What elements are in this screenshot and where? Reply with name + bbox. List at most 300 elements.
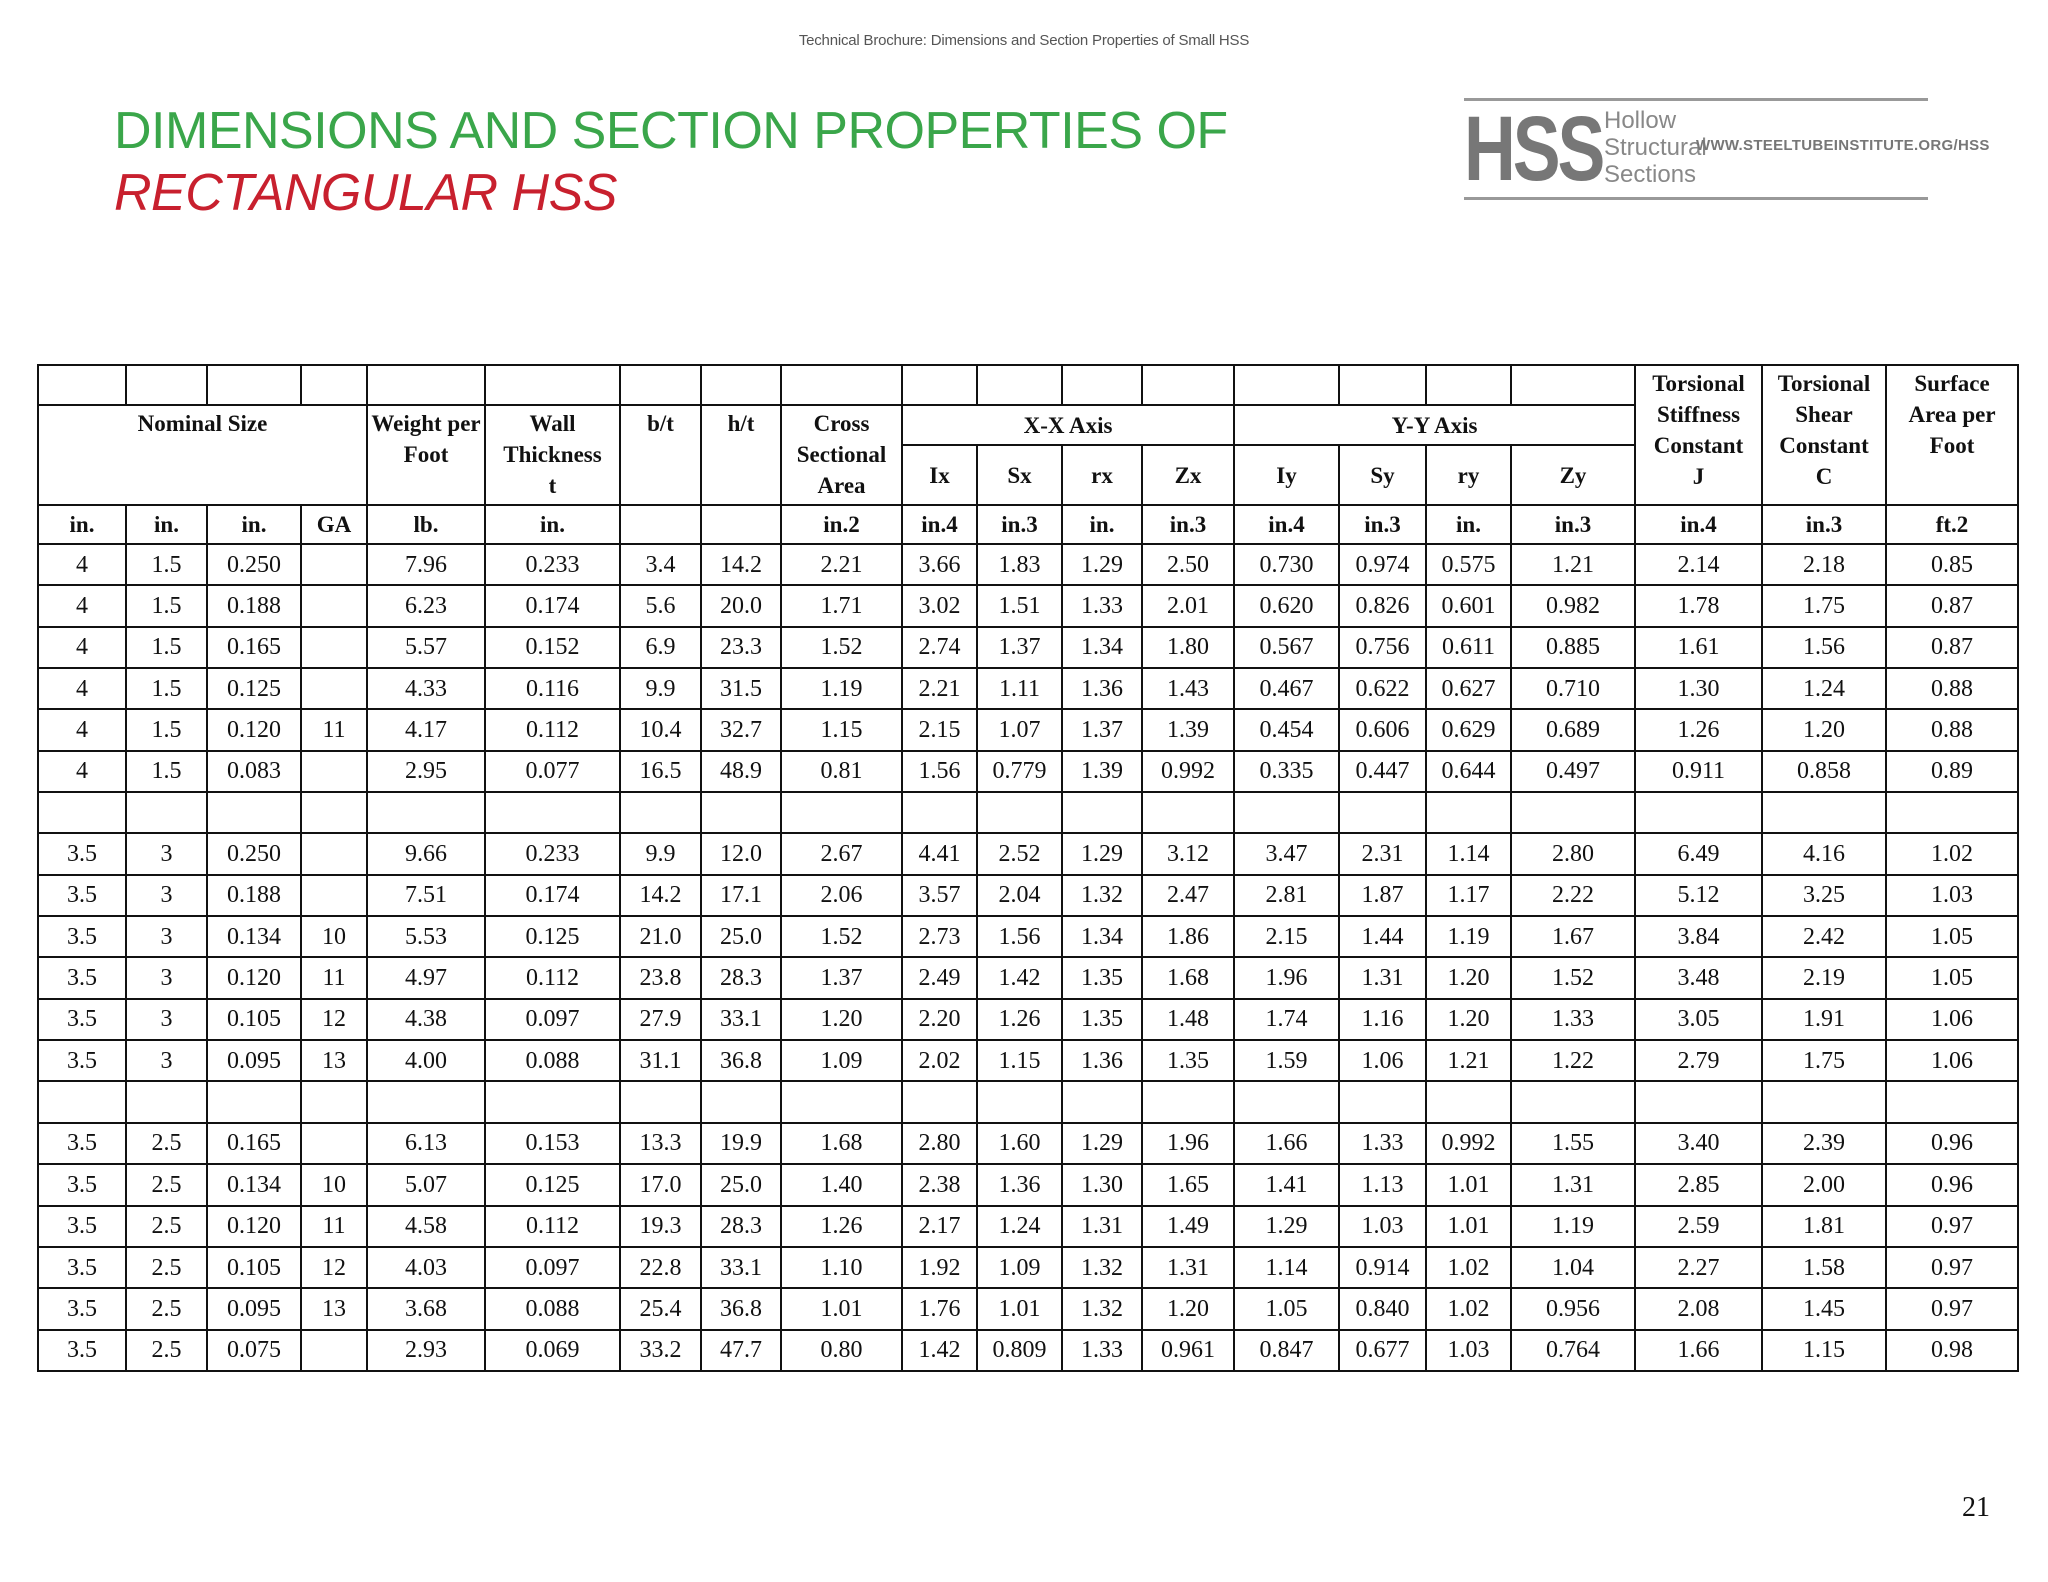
table-cell: 3.12	[1142, 833, 1234, 874]
table-cell: 1.02	[1426, 1247, 1511, 1288]
table-cell: 2.5	[126, 1288, 207, 1329]
unit-cell: in.4	[902, 505, 977, 544]
empty-cell	[781, 1081, 902, 1122]
unit-cell: in.3	[1762, 505, 1886, 544]
table-cell: 1.01	[1426, 1164, 1511, 1205]
table-cell: 28.3	[701, 957, 781, 998]
table-cell: 1.91	[1762, 999, 1886, 1040]
table-row	[38, 1247, 2018, 1288]
table-cell: 0.982	[1511, 585, 1635, 626]
table-cell: 1.20	[1426, 999, 1511, 1040]
table-cell: 1.36	[1062, 1040, 1142, 1081]
table-cell: 1.41	[1234, 1164, 1339, 1205]
unit-cell: in.	[1062, 505, 1142, 544]
table-cell: 1.66	[1234, 1123, 1339, 1164]
table-cell: 1.83	[977, 544, 1062, 585]
header-xx-axis: X-X Axis	[902, 405, 1234, 445]
table-cell: 1.29	[1062, 544, 1142, 585]
table-cell: 1.51	[977, 585, 1062, 626]
table-cell: 1.65	[1142, 1164, 1234, 1205]
table-cell: 48.9	[701, 751, 781, 792]
table-cell: 0.105	[207, 999, 301, 1040]
table-cell: 0.885	[1511, 627, 1635, 668]
table-cell: 0.112	[485, 957, 620, 998]
unit-cell: in.	[485, 505, 620, 544]
unit-cell: in.	[1426, 505, 1511, 544]
table-cell: 4	[38, 751, 126, 792]
table-cell: 0.112	[485, 709, 620, 750]
table-cell: 2.19	[1762, 957, 1886, 998]
table-cell: 1.21	[1426, 1040, 1511, 1081]
table-cell: 1.32	[1062, 875, 1142, 916]
table-cell: 13	[301, 1288, 367, 1329]
header-torsional-shear-symbol: C	[1815, 464, 1833, 489]
table-cell: 1.58	[1762, 1247, 1886, 1288]
table-cell: 1.56	[902, 751, 977, 792]
table-row	[38, 544, 2018, 585]
table-cell: 1.26	[1635, 709, 1762, 750]
table-cell	[301, 585, 367, 626]
table-cell: 1.33	[1511, 999, 1635, 1040]
empty-cell	[1142, 792, 1234, 833]
unit-cell: in.3	[977, 505, 1062, 544]
table-cell: 4.03	[367, 1247, 485, 1288]
table-cell: 1.19	[1426, 916, 1511, 957]
table-cell: 1.06	[1886, 999, 2018, 1040]
table-cell: 2.14	[1635, 544, 1762, 585]
table-cell: 2.31	[1339, 833, 1426, 874]
table-cell: 0.075	[207, 1330, 301, 1371]
header-torsional-shear: Torsional Shear Constant C	[1762, 365, 1886, 505]
table-cell: 1.5	[126, 585, 207, 626]
table-cell: 6.23	[367, 585, 485, 626]
table-cell: 1.81	[1762, 1206, 1886, 1247]
header-ix: Ix	[902, 445, 977, 505]
header-spacer-row	[38, 365, 2018, 405]
table-cell: 0.840	[1339, 1288, 1426, 1329]
table-cell: 3.47	[1234, 833, 1339, 874]
table-cell: 1.45	[1762, 1288, 1886, 1329]
table-cell: 1.20	[781, 999, 902, 1040]
table-cell: 1.06	[1886, 1040, 2018, 1081]
table-cell: 2.06	[781, 875, 902, 916]
table-cell: 6.13	[367, 1123, 485, 1164]
table-row	[38, 957, 2018, 998]
table-cell: 2.79	[1635, 1040, 1762, 1081]
table-cell: 1.19	[781, 668, 902, 709]
table-cell: 2.02	[902, 1040, 977, 1081]
table-cell: 3.02	[902, 585, 977, 626]
table-cell: 1.35	[1062, 957, 1142, 998]
table-cell: 0.447	[1339, 751, 1426, 792]
table-cell: 1.03	[1886, 875, 2018, 916]
table-cell: 2.95	[367, 751, 485, 792]
table-cell: 14.2	[620, 875, 701, 916]
table-cell: 1.42	[902, 1330, 977, 1371]
table-cell: 0.120	[207, 709, 301, 750]
table-cell: 3.5	[38, 875, 126, 916]
table-cell: 1.04	[1511, 1247, 1635, 1288]
table-cell: 19.9	[701, 1123, 781, 1164]
table-cell: 5.07	[367, 1164, 485, 1205]
table-cell: 17.1	[701, 875, 781, 916]
table-cell: 3	[126, 833, 207, 874]
table-cell: 2.20	[902, 999, 977, 1040]
table-cell: 33.2	[620, 1330, 701, 1371]
table-cell: 4.58	[367, 1206, 485, 1247]
table-cell: 1.36	[977, 1164, 1062, 1205]
header-sy: Sy	[1339, 445, 1426, 505]
table-cell: 2.15	[902, 709, 977, 750]
header-h-over-t: h/t	[701, 405, 781, 505]
table-cell: 33.1	[701, 999, 781, 1040]
table-cell: 0.809	[977, 1330, 1062, 1371]
table-cell: 2.49	[902, 957, 977, 998]
header-wall-thickness: Wall Thickness t	[485, 405, 620, 505]
header-rx: rx	[1062, 445, 1142, 505]
table-cell: 1.56	[977, 916, 1062, 957]
table-cell: 1.37	[1062, 709, 1142, 750]
table-cell: 5.12	[1635, 875, 1762, 916]
empty-cell	[38, 792, 126, 833]
table-cell: 2.5	[126, 1164, 207, 1205]
table-cell: 1.40	[781, 1164, 902, 1205]
table-cell: 0.105	[207, 1247, 301, 1288]
table-cell: 1.26	[977, 999, 1062, 1040]
empty-cell	[1511, 792, 1635, 833]
table-cell: 19.3	[620, 1206, 701, 1247]
title-line-2: RECTANGULAR HSS	[114, 164, 617, 222]
empty-cell	[1339, 1081, 1426, 1122]
table-cell: 1.06	[1339, 1040, 1426, 1081]
group-spacer-row	[38, 792, 2018, 833]
table-cell: 1.61	[1635, 627, 1762, 668]
unit-cell: in.4	[1635, 505, 1762, 544]
table-cell: 1.05	[1886, 916, 2018, 957]
table-cell: 1.17	[1426, 875, 1511, 916]
table-cell: 10	[301, 916, 367, 957]
empty-cell	[485, 792, 620, 833]
unit-cell: in.	[126, 505, 207, 544]
table-cell: 4	[38, 668, 126, 709]
table-cell: 25.0	[701, 1164, 781, 1205]
table-cell: 3	[126, 1040, 207, 1081]
table-cell: 2.73	[902, 916, 977, 957]
table-row	[38, 1288, 2018, 1329]
table-cell: 0.095	[207, 1288, 301, 1329]
table-cell: 1.34	[1062, 627, 1142, 668]
table-cell: 4	[38, 709, 126, 750]
table-cell: 1.32	[1062, 1288, 1142, 1329]
table-cell: 0.96	[1886, 1123, 2018, 1164]
empty-cell	[367, 792, 485, 833]
header-iy: Iy	[1234, 445, 1339, 505]
table-cell: 0.088	[485, 1288, 620, 1329]
table-cell: 0.911	[1635, 751, 1762, 792]
table-cell: 2.5	[126, 1123, 207, 1164]
table-cell: 28.3	[701, 1206, 781, 1247]
empty-cell	[207, 1081, 301, 1122]
table-cell: 1.49	[1142, 1206, 1234, 1247]
table-cell: 0.847	[1234, 1330, 1339, 1371]
table-cell: 0.125	[207, 668, 301, 709]
table-cell: 2.27	[1635, 1247, 1762, 1288]
table-cell: 36.8	[701, 1040, 781, 1081]
table-cell: 1.30	[1062, 1164, 1142, 1205]
table-cell: 23.3	[701, 627, 781, 668]
logo-word-hollow: Hollow	[1604, 107, 1677, 134]
table-cell: 0.87	[1886, 585, 2018, 626]
table-row	[38, 833, 2018, 874]
table-cell: 3.05	[1635, 999, 1762, 1040]
table-cell: 10	[301, 1164, 367, 1205]
table-cell: 5.57	[367, 627, 485, 668]
table-cell: 3.5	[38, 1288, 126, 1329]
title-line-1: DIMENSIONS AND SECTION PROPERTIES OF	[114, 102, 1228, 160]
empty-cell	[1762, 792, 1886, 833]
empty-cell	[1426, 1081, 1511, 1122]
table-cell: 25.0	[701, 916, 781, 957]
table-cell: 2.74	[902, 627, 977, 668]
table-cell: 1.15	[977, 1040, 1062, 1081]
table-cell: 1.37	[977, 627, 1062, 668]
table-cell: 1.29	[1062, 833, 1142, 874]
table-cell: 2.22	[1511, 875, 1635, 916]
table-row	[38, 709, 2018, 750]
table-cell: 1.33	[1339, 1123, 1426, 1164]
empty-cell	[977, 1081, 1062, 1122]
unit-cell	[701, 505, 781, 544]
table-cell: 1.30	[1635, 668, 1762, 709]
table-cell: 3.5	[38, 957, 126, 998]
table-cell: 1.71	[781, 585, 902, 626]
table-cell: 9.9	[620, 668, 701, 709]
table-cell: 1.14	[1234, 1247, 1339, 1288]
unit-cell	[620, 505, 701, 544]
units-row	[38, 505, 2018, 544]
table-cell: 13	[301, 1040, 367, 1081]
header-sx: Sx	[977, 445, 1062, 505]
table-cell: 0.914	[1339, 1247, 1426, 1288]
table-cell: 0.077	[485, 751, 620, 792]
table-cell: 12	[301, 1247, 367, 1288]
empty-cell	[1234, 792, 1339, 833]
table-cell: 0.454	[1234, 709, 1339, 750]
table-cell: 4	[38, 585, 126, 626]
table-row	[38, 1330, 2018, 1371]
table-cell: 13.3	[620, 1123, 701, 1164]
header-weight: Weight per Foot	[367, 405, 485, 505]
table-cell: 2.08	[1635, 1288, 1762, 1329]
empty-cell	[367, 1081, 485, 1122]
table-cell: 1.01	[977, 1288, 1062, 1329]
table-cell: 0.134	[207, 1164, 301, 1205]
table-cell: 1.96	[1234, 957, 1339, 998]
table-cell: 2.81	[1234, 875, 1339, 916]
empty-cell	[620, 792, 701, 833]
table-cell: 3	[126, 916, 207, 957]
table-cell: 2.59	[1635, 1206, 1762, 1247]
table-cell: 0.644	[1426, 751, 1511, 792]
table-cell: 2.85	[1635, 1164, 1762, 1205]
table-cell: 1.31	[1511, 1164, 1635, 1205]
table-row	[38, 627, 2018, 668]
table-cell: 0.125	[485, 1164, 620, 1205]
header-yy-axis: Y-Y Axis	[1234, 405, 1635, 445]
page-title	[114, 100, 1228, 224]
empty-cell	[207, 792, 301, 833]
table-cell: 2.5	[126, 1330, 207, 1371]
table-cell: 7.51	[367, 875, 485, 916]
table-cell: 0.335	[1234, 751, 1339, 792]
table-cell: 2.42	[1762, 916, 1886, 957]
table-cell: 0.567	[1234, 627, 1339, 668]
table-cell: 2.21	[902, 668, 977, 709]
table-cell: 1.56	[1762, 627, 1886, 668]
table-cell: 3.5	[38, 833, 126, 874]
table-cell: 0.756	[1339, 627, 1426, 668]
empty-cell	[620, 1081, 701, 1122]
table-cell: 3.5	[38, 1164, 126, 1205]
table-cell: 33.1	[701, 1247, 781, 1288]
table-cell: 1.48	[1142, 999, 1234, 1040]
unit-cell: in.3	[1339, 505, 1426, 544]
table-cell: 0.87	[1886, 627, 2018, 668]
empty-cell	[781, 792, 902, 833]
table-cell: 3	[126, 999, 207, 1040]
table-cell: 0.153	[485, 1123, 620, 1164]
table-cell: 0.174	[485, 875, 620, 916]
empty-cell	[1762, 1081, 1886, 1122]
table-cell: 1.22	[1511, 1040, 1635, 1081]
hss-logo	[1464, 98, 1990, 200]
table-cell: 1.44	[1339, 916, 1426, 957]
empty-cell	[902, 1081, 977, 1122]
table-cell: 2.18	[1762, 544, 1886, 585]
table-cell: 1.20	[1142, 1288, 1234, 1329]
table-cell: 1.05	[1234, 1288, 1339, 1329]
table-cell: 0.134	[207, 916, 301, 957]
table-cell: 3.5	[38, 916, 126, 957]
table-cell: 0.120	[207, 957, 301, 998]
table-cell: 0.575	[1426, 544, 1511, 585]
logo-mark: HSS	[1464, 98, 1603, 200]
table-cell: 0.88	[1886, 668, 2018, 709]
table-cell: 3.68	[367, 1288, 485, 1329]
table-cell: 1.43	[1142, 668, 1234, 709]
table-cell: 0.120	[207, 1206, 301, 1247]
table-cell: 1.76	[902, 1288, 977, 1329]
table-cell: 0.606	[1339, 709, 1426, 750]
table-cell: 1.26	[781, 1206, 902, 1247]
table-cell: 0.233	[485, 544, 620, 585]
table-cell: 1.19	[1511, 1206, 1635, 1247]
unit-cell: in.3	[1511, 505, 1635, 544]
table-row	[38, 668, 2018, 709]
table-cell: 5.53	[367, 916, 485, 957]
table-cell: 0.165	[207, 627, 301, 668]
table-cell: 1.5	[126, 544, 207, 585]
table-cell: 3.5	[38, 1206, 126, 1247]
table-cell: 3.25	[1762, 875, 1886, 916]
table-cell: 1.31	[1142, 1247, 1234, 1288]
table-cell: 1.07	[977, 709, 1062, 750]
table-row	[38, 1206, 2018, 1247]
table-cell: 1.75	[1762, 1040, 1886, 1081]
unit-cell: in.	[207, 505, 301, 544]
logo-url: WWW.STEELTUBEINSTITUTE.ORG/HSS	[1696, 137, 1990, 154]
table-cell: 3.5	[38, 999, 126, 1040]
table-cell: 1.10	[781, 1247, 902, 1288]
table-cell: 0.826	[1339, 585, 1426, 626]
table-cell: 0.961	[1142, 1330, 1234, 1371]
table-cell: 11	[301, 709, 367, 750]
table-cell: 4	[38, 627, 126, 668]
table-cell: 1.68	[781, 1123, 902, 1164]
empty-cell	[701, 792, 781, 833]
table-cell: 1.5	[126, 751, 207, 792]
table-cell: 1.03	[1426, 1330, 1511, 1371]
table-cell: 2.01	[1142, 585, 1234, 626]
table-cell: 4.00	[367, 1040, 485, 1081]
table-cell: 14.2	[701, 544, 781, 585]
table-row	[38, 916, 2018, 957]
table-cell: 2.80	[1511, 833, 1635, 874]
empty-cell	[1635, 1081, 1762, 1122]
table-cell: 1.21	[1511, 544, 1635, 585]
table-cell: 25.4	[620, 1288, 701, 1329]
table-cell: 17.0	[620, 1164, 701, 1205]
table-cell: 0.98	[1886, 1330, 2018, 1371]
table-cell: 0.730	[1234, 544, 1339, 585]
table-cell: 10.4	[620, 709, 701, 750]
table-cell: 6.49	[1635, 833, 1762, 874]
table-cell: 1.09	[781, 1040, 902, 1081]
table-cell	[301, 1330, 367, 1371]
table-cell: 0.601	[1426, 585, 1511, 626]
table-cell: 1.05	[1886, 957, 2018, 998]
table-cell: 0.97	[1886, 1206, 2018, 1247]
section-properties-table	[37, 364, 2019, 1372]
header-nominal-size: Nominal Size	[38, 405, 367, 505]
table-cell: 0.779	[977, 751, 1062, 792]
table-cell: 0.97	[1886, 1247, 2018, 1288]
table-cell: 3.5	[38, 1330, 126, 1371]
table-cell: 31.5	[701, 668, 781, 709]
table-cell: 1.87	[1339, 875, 1426, 916]
table-cell: 0.083	[207, 751, 301, 792]
table-cell: 0.097	[485, 999, 620, 1040]
table-cell: 0.956	[1511, 1288, 1635, 1329]
empty-cell	[902, 792, 977, 833]
unit-cell: lb.	[367, 505, 485, 544]
empty-cell	[1886, 1081, 2018, 1122]
table-row	[38, 875, 2018, 916]
table-cell: 3.40	[1635, 1123, 1762, 1164]
group-spacer-row	[38, 1081, 2018, 1122]
table-cell: 0.250	[207, 544, 301, 585]
table-cell: 0.992	[1142, 751, 1234, 792]
table-cell: 1.75	[1762, 585, 1886, 626]
table-cell: 3.48	[1635, 957, 1762, 998]
table-cell: 1.03	[1339, 1206, 1426, 1247]
unit-cell: in.4	[1234, 505, 1339, 544]
table-cell: 2.80	[902, 1123, 977, 1164]
table-cell: 1.01	[781, 1288, 902, 1329]
table-cell	[301, 833, 367, 874]
table-cell: 4.97	[367, 957, 485, 998]
table-cell: 0.627	[1426, 668, 1511, 709]
